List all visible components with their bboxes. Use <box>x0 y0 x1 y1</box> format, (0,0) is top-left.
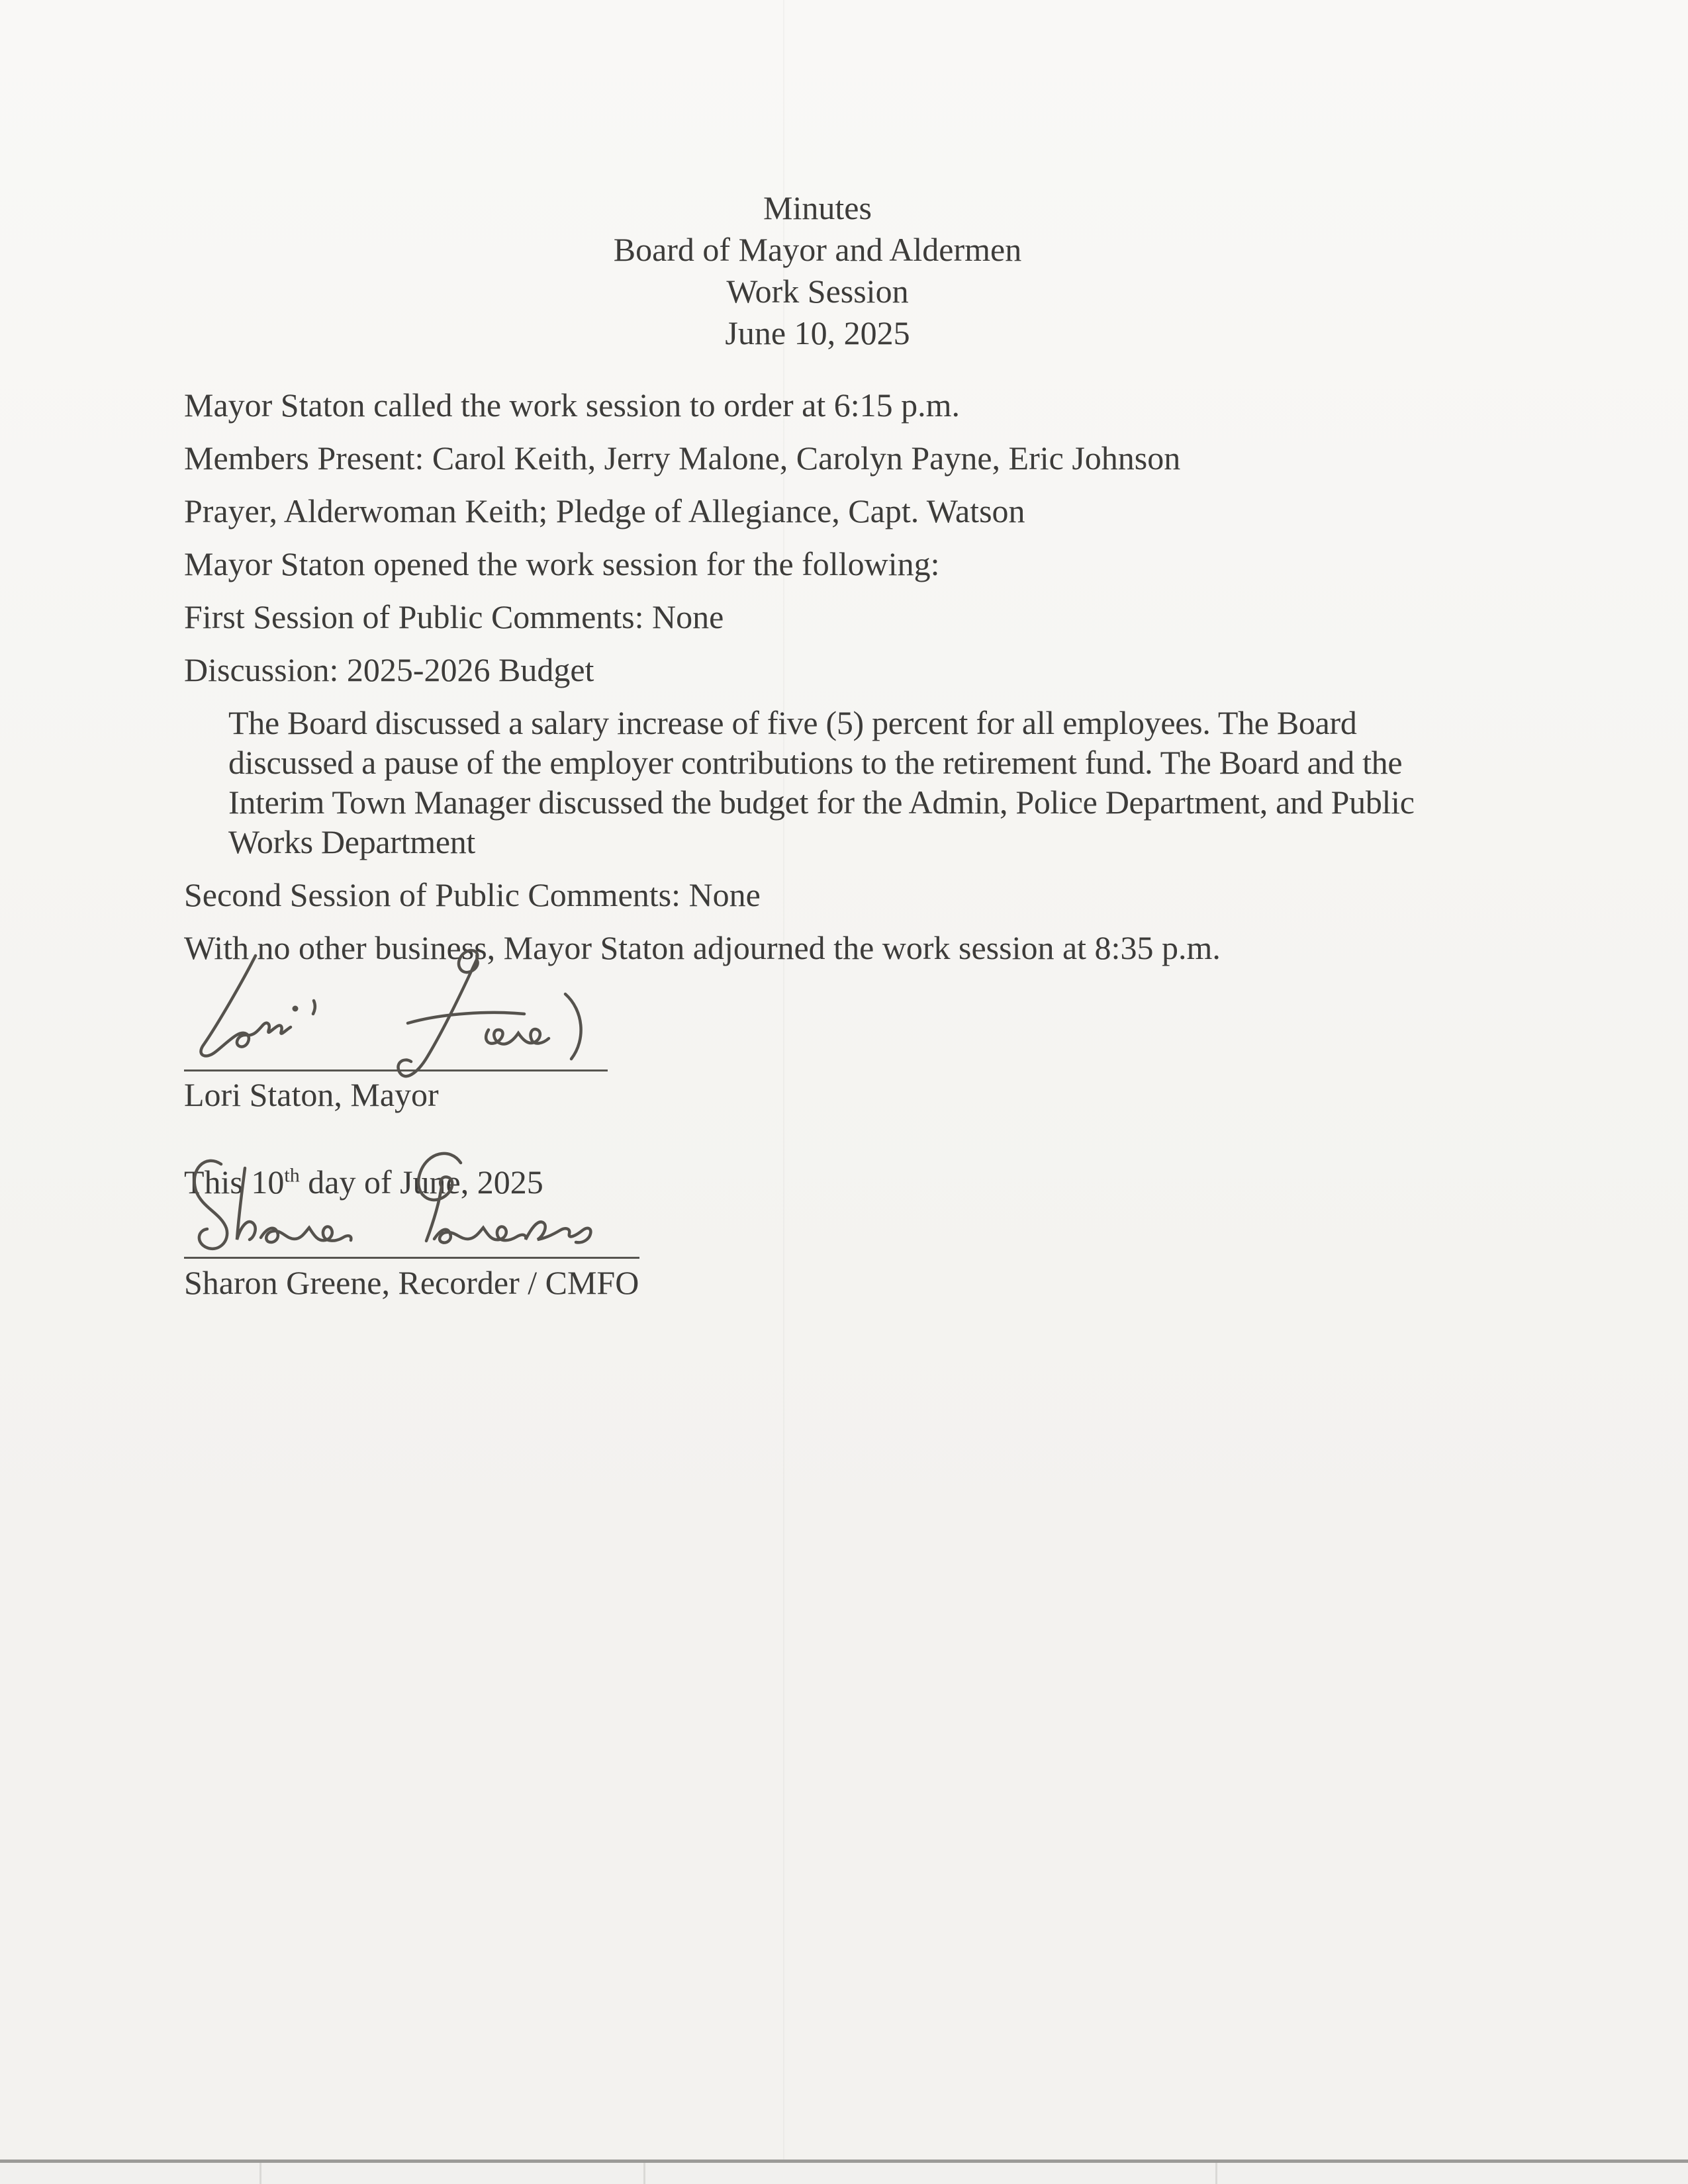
scan-streak <box>1215 2163 1217 2184</box>
title-line-minutes: Minutes <box>763 189 872 226</box>
title-line-board: Board of Mayor and Aldermen <box>613 231 1022 268</box>
paragraph-members-present: Members Present: Carol Keith, Jerry Malone, Carolyn Payne, Eric Johnson <box>184 439 1181 477</box>
mayor-signature-line <box>184 981 608 1071</box>
recorder-handwritten-signature <box>180 1140 657 1273</box>
title-line-session: Work Session <box>726 273 909 310</box>
paragraph-call-to-order: Mayor Staton called the work session to order at 6:15 p.m. <box>184 387 960 424</box>
scanner-background <box>0 2163 1688 2184</box>
paragraph-discussion-heading: Discussion: 2025-2026 Budget <box>184 651 594 688</box>
scan-streak <box>643 2163 645 2184</box>
paragraph-opened-session: Mayor Staton opened the work session for the following: <box>184 545 940 582</box>
mayor-handwritten-signature <box>177 945 614 1084</box>
title-line-date: June 10, 2025 <box>725 314 910 351</box>
paragraph-first-comments: First Session of Public Comments: None <box>184 598 724 635</box>
date-attestation-suffix: day of June, 2025 <box>299 1163 543 1201</box>
mayor-name-title: Lori Staton, Mayor <box>184 1076 439 1113</box>
recorder-name-title: Sharon Greene, Recorder / CMFO <box>184 1264 639 1301</box>
scan-streak <box>259 2163 261 2184</box>
date-attestation-ordinal: th <box>284 1164 300 1187</box>
paragraph-prayer-pledge: Prayer, Alderwoman Keith; Pledge of Allegiance, Capt. Watson <box>184 492 1025 529</box>
recorder-signature-line <box>184 1202 639 1259</box>
date-attestation-prefix: This 10 <box>184 1163 285 1201</box>
paragraph-second-comments: Second Session of Public Comments: None <box>184 876 761 913</box>
paragraph-budget-detail: The Board discussed a salary increase of five (5) percent for all employees. The Board discussed a pause of the employer contributions to the retirement fund. The Board and the Interim Town Manager discussed the budget for the Admin, Police Department, and Public Works Department <box>228 704 1415 860</box>
paragraph-adjourned: With no other business, Mayor Staton adjourned the work session at 8:35 p.m. <box>184 929 1221 966</box>
document-title <box>184 187 1451 354</box>
